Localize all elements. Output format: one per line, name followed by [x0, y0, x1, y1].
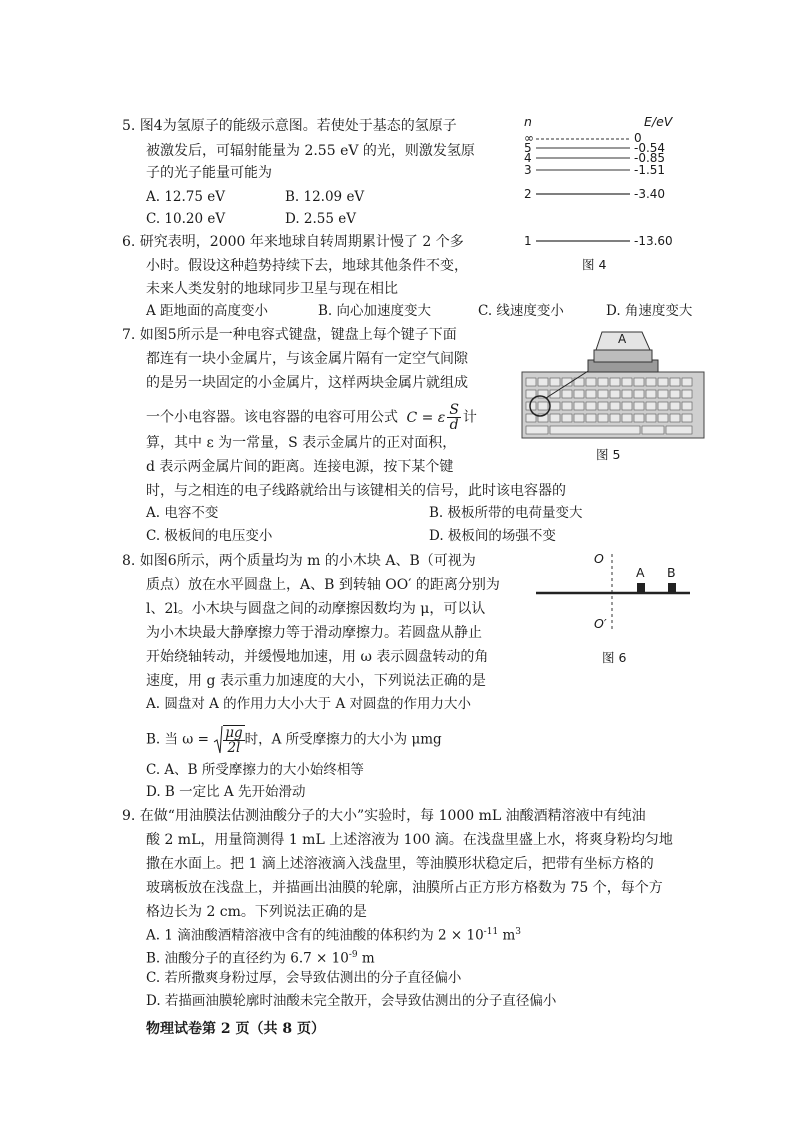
fig6-label-b: B — [667, 565, 676, 580]
q7-line4-text: 一个小电容器。该电容器的电容可用公式 — [146, 409, 398, 426]
fig4-n-1: 1 — [524, 234, 532, 248]
q7-formula-num: S — [449, 402, 459, 418]
q6-stem-line-2: 小时。假设这种趋势持续下去，地球其他条件不变， — [146, 258, 468, 274]
q5-stem-line-2: 被激发后，可辐射能量为 2.55 eV 的光，则激发氢原 — [146, 143, 475, 159]
energy-level-diagram — [520, 112, 720, 272]
q7-stem-line-2: 都连有一块小金属片，与该金属片隔有一定空气间隙 — [146, 351, 468, 367]
fig4-e-5: -0.54 — [634, 141, 666, 155]
figure-5-keyboard — [518, 330, 708, 462]
q8-option-b-pre: B. 当 ω = — [146, 731, 209, 748]
q5-option-b: B. 12.09 eV — [285, 189, 365, 205]
fig4-e-2: -3.40 — [634, 187, 666, 201]
q7-stem-line-4 — [146, 403, 477, 432]
q8-stem-line-6: 速度，用 g 表示重力加速度的大小，下列说法正确的是 — [146, 673, 486, 689]
fig4-e-inf: 0 — [634, 131, 642, 145]
fig4-n-4: 4 — [524, 151, 532, 165]
q6-option-b: B. 向心加速度变大 — [318, 303, 432, 319]
q6-stem-line-1: 6. 研究表明，2000 年来地球自转周期累计慢了 2 个多 — [122, 234, 464, 250]
q5-option-c: C. 10.20 eV — [146, 211, 226, 227]
q9-option-b — [146, 945, 375, 969]
block-a — [637, 583, 645, 592]
q9-stem-line-1: 9. 在做“用油膜法估测油酸分子的大小”实验时，每 1000 mL 油酸酒精溶液中有纯油 — [122, 808, 646, 824]
fig4-e-4: -0.85 — [634, 151, 666, 165]
q7-stem-line-6: d 表示两金属片间的距离。连接电源，按下某个键 — [146, 459, 454, 475]
q7-formula-fraction — [447, 403, 461, 432]
fig4-e-header: E/eV — [644, 114, 673, 129]
q9-stem-line-2: 酸 2 mL，用量筒测得 1 mL 上述溶液为 100 滴。在浅盘里盛上水，将爽身粉均匀地 — [146, 832, 673, 848]
q7-formula — [406, 402, 462, 433]
q8-stem-line-3: l、2l。小木块与圆盘之间的动摩擦因数均为 μ，可以认 — [146, 601, 486, 617]
q8-sqrt-fraction — [223, 725, 244, 755]
q9-option-b-pre: B. 油酸分子的直径约为 6.7 × 10 — [146, 950, 349, 967]
q9-stem-line-4: 玻璃板放在浅盘上，并描画出油膜的轮廓，油膜所占正方形方格数为 75 个，每个方 — [146, 880, 663, 896]
fig4-n-inf: ∞ — [524, 131, 534, 145]
q7-formula-den: d — [449, 417, 459, 433]
q7-option-b: B. 极板所带的电荷量变大 — [429, 505, 583, 521]
figure-4-energy-levels — [520, 112, 720, 272]
q9-option-c: C. 若所撒爽身粉过厚，会导致估测出的分子直径偏小 — [146, 970, 462, 986]
fig5-caption: 图 5 — [596, 447, 621, 462]
q9-option-a — [146, 922, 521, 946]
q6-option-a: A 距地面的高度变小 — [146, 303, 269, 319]
block-b — [668, 583, 676, 592]
fig6-caption: 图 6 — [602, 650, 627, 665]
q5-stem-line-3: 子的光子能量可能为 — [146, 165, 272, 181]
q8-frac-den: 2l — [227, 740, 241, 756]
q7-option-c: C. 极板间的电压变小 — [146, 528, 273, 544]
q7-stem-line-1: 7. 如图5所示是一种电容式键盘，键盘上每个键子下面 — [122, 327, 457, 343]
q8-sqrt — [213, 724, 244, 756]
q9-stem-line-3: 撒在水面上。把 1 滴上述溶液滴入浅盘里，等油膜形状稳定后，把带有坐标方格的 — [146, 856, 654, 872]
q8-stem-line-4: 为小木块最大静摩擦力等于滑动摩擦力。若圆盘从静止 — [146, 625, 482, 641]
q7-formula-lhs: C = ε — [406, 409, 446, 426]
q6-option-d: D. 角速度变大 — [606, 303, 693, 319]
q8-option-b-post: 时，A 所受摩擦力的大小为 μmg — [244, 731, 442, 748]
fig6-label-o-prime: O′ — [594, 616, 607, 631]
q9-option-a-unitexp: 3 — [515, 927, 521, 937]
q9-option-b-exp: -9 — [348, 950, 358, 960]
q5-option-a: A. 12.75 eV — [146, 189, 226, 205]
q8-option-d: D. B 一定比 A 先开始滑动 — [146, 784, 306, 800]
q9-option-a-exp: -11 — [483, 927, 499, 937]
fig6-label-o: O — [594, 551, 604, 566]
figure-6-disc — [532, 550, 702, 668]
q9-option-b-post: m — [357, 950, 375, 967]
fig4-n-2: 2 — [524, 187, 532, 201]
disc-diagram — [532, 550, 702, 646]
fig4-n-5: 5 — [524, 141, 532, 155]
q7-stem-line-7: 时，与之相连的电子线路就给出与该键相关的信号，此时该电容器的 — [146, 483, 566, 499]
q6-stem-line-3: 未来人类发射的地球同步卫星与现在相比 — [146, 281, 398, 297]
q5-stem-line-1: 5. 图4为氢原子的能级示意图。若使处于基态的氢原子 — [122, 118, 457, 134]
fig4-caption: 图 4 — [582, 257, 607, 272]
q9-option-a-unit: m — [498, 927, 516, 944]
sqrt-sign-icon — [213, 724, 223, 756]
q7-option-a: A. 电容不变 — [146, 505, 219, 521]
q8-option-a: A. 圆盘对 A 的作用力大小大于 A 对圆盘的作用力大小 — [146, 696, 471, 712]
fig4-e-1: -13.60 — [634, 234, 673, 248]
q7-stem-line-5: 算，其中 ε 为一常量，S 表示金属片的正对面积， — [146, 435, 457, 451]
q7-stem-line-3: 的是另一块固定的小金属片，这样两块金属片就组成 — [146, 375, 468, 391]
q8-frac-num: μg — [225, 725, 243, 741]
q7-option-d: D. 极板间的场强不变 — [429, 528, 556, 544]
fig6-label-a: A — [636, 565, 645, 580]
fig4-n-header: n — [524, 114, 532, 129]
q6-option-c: C. 线速度变小 — [478, 303, 564, 319]
q5-option-d: D. 2.55 eV — [285, 211, 357, 227]
fig4-e-3: -1.51 — [634, 163, 666, 177]
fig5-key-letter: A — [618, 332, 627, 346]
q9-option-d: D. 若描画油膜轮廓时油酸未完全散开，会导致估测出的分子直径偏小 — [146, 993, 557, 1009]
fig4-n-3: 3 — [524, 163, 532, 177]
q8-stem-line-5: 开始绕轴转动，并缓慢地加速，用 ω 表示圆盘转动的角 — [146, 649, 489, 665]
q7-line4-end: 计 — [462, 409, 477, 426]
keyboard-illustration — [518, 330, 708, 442]
q8-option-c: C. A、B 所受摩擦力的大小始终相等 — [146, 762, 364, 778]
q9-option-a-pre: A. 1 滴油酸酒精溶液中含有的纯油酸的体积约为 2 × 10 — [146, 927, 484, 944]
q8-stem-line-1: 8. 如图6所示，两个质量均为 m 的小木块 A、B（可视为 — [122, 553, 476, 569]
q8-stem-line-2: 质点）放在水平圆盘上，A、B 到转轴 OO′ 的距离分别为 — [146, 577, 500, 593]
q9-stem-line-5: 格边长为 2 cm。下列说法正确的是 — [146, 904, 367, 920]
page-footer: 物理试卷第 2 页（共 8 页） — [146, 1021, 325, 1037]
q8-option-b — [146, 724, 442, 756]
